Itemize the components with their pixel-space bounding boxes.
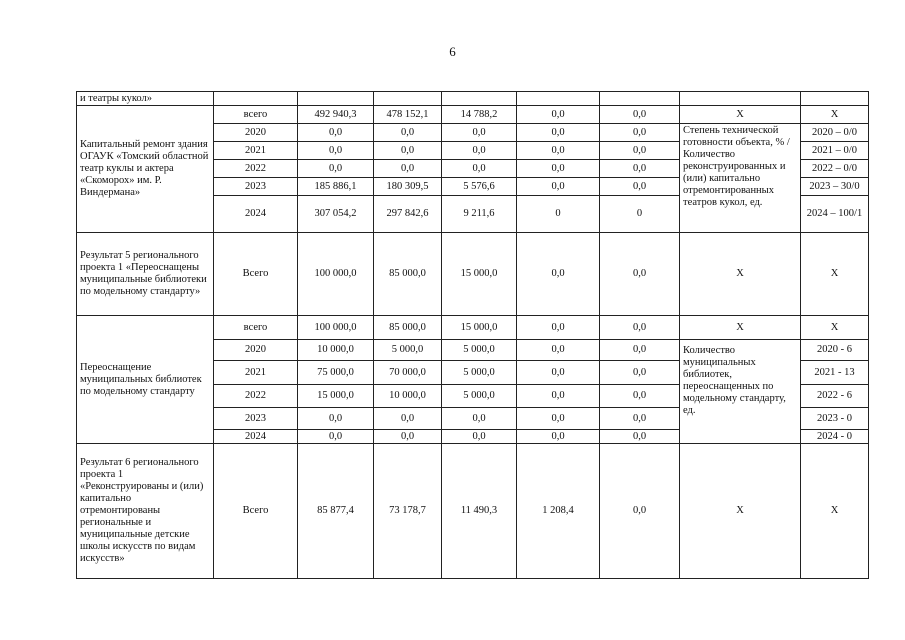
value-cell: 0,0 <box>298 124 374 142</box>
value-cell: 0,0 <box>600 233 680 316</box>
value-cell: 73 178,7 <box>374 444 442 579</box>
year-cell: 2023 <box>214 408 298 430</box>
year-cell: всего <box>214 316 298 340</box>
value-cell: 307 054,2 <box>298 196 374 233</box>
table-row <box>77 106 869 124</box>
table-row <box>77 444 869 579</box>
value-cell: 0 <box>600 196 680 233</box>
value-cell: 11 490,3 <box>442 444 517 579</box>
target-cell: 2023 – 30/0 <box>801 178 869 196</box>
value-cell: 15 000,0 <box>298 385 374 408</box>
value-cell: 0,0 <box>517 340 600 361</box>
value-cell: 0,0 <box>298 430 374 444</box>
value-cell: 0,0 <box>600 106 680 124</box>
value-cell: 0,0 <box>442 430 517 444</box>
value-cell: 0,0 <box>600 160 680 178</box>
indicator-text: Количество муниципальных библиотек, переоснащенных по модельному стандарту, ед. <box>680 340 801 444</box>
value-cell: 0,0 <box>517 106 600 124</box>
year-cell: 2022 <box>214 160 298 178</box>
value-cell: 0 <box>517 196 600 233</box>
target-cell: 2024 - 0 <box>801 430 869 444</box>
value-cell: 0,0 <box>442 142 517 160</box>
value-cell: 5 000,0 <box>442 385 517 408</box>
year-cell: 2020 <box>214 124 298 142</box>
value-cell: 15 000,0 <box>442 316 517 340</box>
indicator-text: Степень технической готовности объекта, % / Количество реконструированных и (или) капитально отремонтированных театров кукол, ед. <box>680 124 801 233</box>
result-name: Результат 6 регионального проекта 1 «Реконструированы и (или) капитально отремонтированы региональные и муниципальные детские школы искусств по видам искусств» <box>77 444 214 579</box>
target-cell: Х <box>801 444 869 579</box>
value-cell: 492 940,3 <box>298 106 374 124</box>
value-cell: 0,0 <box>298 408 374 430</box>
value-cell: 0,0 <box>517 233 600 316</box>
event-name: Переоснащение муниципальных библиотек по модельному стандарту <box>77 316 214 444</box>
year-cell: Всего <box>214 444 298 579</box>
target-cell: 2022 - 6 <box>801 385 869 408</box>
value-cell: 85 000,0 <box>374 316 442 340</box>
value-cell: 5 576,6 <box>442 178 517 196</box>
value-cell: 100 000,0 <box>298 316 374 340</box>
value-cell: 0,0 <box>517 124 600 142</box>
year-cell: 2021 <box>214 142 298 160</box>
value-cell: 0,0 <box>517 316 600 340</box>
value-cell: 85 000,0 <box>374 233 442 316</box>
value-cell: 10 000,0 <box>298 340 374 361</box>
value-cell: 0,0 <box>517 385 600 408</box>
year-cell: 2024 <box>214 196 298 233</box>
value-cell: 180 309,5 <box>374 178 442 196</box>
indicator-cell: Х <box>680 316 801 340</box>
value-cell: 0,0 <box>517 408 600 430</box>
value-cell: 0,0 <box>374 408 442 430</box>
value-cell: 70 000,0 <box>374 361 442 385</box>
indicator-cell: Х <box>680 106 801 124</box>
value-cell: 0,0 <box>600 385 680 408</box>
value-cell: 10 000,0 <box>374 385 442 408</box>
table-row <box>77 233 869 316</box>
year-cell: 2023 <box>214 178 298 196</box>
value-cell: 0,0 <box>600 430 680 444</box>
value-cell: 9 211,6 <box>442 196 517 233</box>
year-cell: 2021 <box>214 361 298 385</box>
value-cell: 0,0 <box>374 124 442 142</box>
value-cell: 297 842,6 <box>374 196 442 233</box>
target-cell: 2021 – 0/0 <box>801 142 869 160</box>
value-cell: 0,0 <box>600 444 680 579</box>
event-name: Капитальный ремонт здания ОГАУК «Томский областной театр куклы и актера «Скоморох» им. Р. Виндермана» <box>77 106 214 233</box>
target-cell: 2024 – 100/1 <box>801 196 869 233</box>
target-cell: 2022 – 0/0 <box>801 160 869 178</box>
target-cell: 2020 – 0/0 <box>801 124 869 142</box>
target-cell: Х <box>801 233 869 316</box>
value-cell: 0,0 <box>600 142 680 160</box>
value-cell: 478 152,1 <box>374 106 442 124</box>
target-cell: 2021 - 13 <box>801 361 869 385</box>
year-cell: 2022 <box>214 385 298 408</box>
value-cell: 0,0 <box>374 160 442 178</box>
value-cell: 85 877,4 <box>298 444 374 579</box>
indicator-cell: Х <box>680 233 801 316</box>
value-cell: 14 788,2 <box>442 106 517 124</box>
value-cell: 0,0 <box>517 142 600 160</box>
year-cell: 2020 <box>214 340 298 361</box>
value-cell: 15 000,0 <box>442 233 517 316</box>
value-cell: 0,0 <box>600 124 680 142</box>
value-cell: 0,0 <box>600 316 680 340</box>
value-cell: 0,0 <box>442 124 517 142</box>
year-cell: Всего <box>214 233 298 316</box>
value-cell: 0,0 <box>600 340 680 361</box>
value-cell: 0,0 <box>374 142 442 160</box>
value-cell: 0,0 <box>600 361 680 385</box>
value-cell: 0,0 <box>600 408 680 430</box>
value-cell: 0,0 <box>600 178 680 196</box>
value-cell: 5 000,0 <box>442 340 517 361</box>
value-cell: 0,0 <box>517 430 600 444</box>
value-cell: 0,0 <box>298 160 374 178</box>
value-cell: 5 000,0 <box>374 340 442 361</box>
table-row <box>77 92 869 106</box>
value-cell: 0,0 <box>517 160 600 178</box>
year-cell: всего <box>214 106 298 124</box>
value-cell: 100 000,0 <box>298 233 374 316</box>
value-cell: 0,0 <box>374 430 442 444</box>
value-cell: 0,0 <box>517 178 600 196</box>
page-number: 6 <box>449 44 456 59</box>
value-cell: 185 886,1 <box>298 178 374 196</box>
value-cell: 0,0 <box>442 408 517 430</box>
value-cell: 75 000,0 <box>298 361 374 385</box>
budget-table <box>76 91 869 579</box>
table-row <box>77 316 869 340</box>
value-cell: 1 208,4 <box>517 444 600 579</box>
carry-over-text: и театры кукол» <box>77 92 214 106</box>
result-name: Результат 5 регионального проекта 1 «Переоснащены муниципальные библиотеки по модельному стандарту» <box>77 233 214 316</box>
indicator-cell: Х <box>680 444 801 579</box>
target-cell: 2023 - 0 <box>801 408 869 430</box>
year-cell: 2024 <box>214 430 298 444</box>
target-cell: Х <box>801 316 869 340</box>
value-cell: 5 000,0 <box>442 361 517 385</box>
value-cell: 0,0 <box>517 361 600 385</box>
value-cell: 0,0 <box>298 142 374 160</box>
value-cell: 0,0 <box>442 160 517 178</box>
target-cell: 2020 - 6 <box>801 340 869 361</box>
target-cell: Х <box>801 106 869 124</box>
